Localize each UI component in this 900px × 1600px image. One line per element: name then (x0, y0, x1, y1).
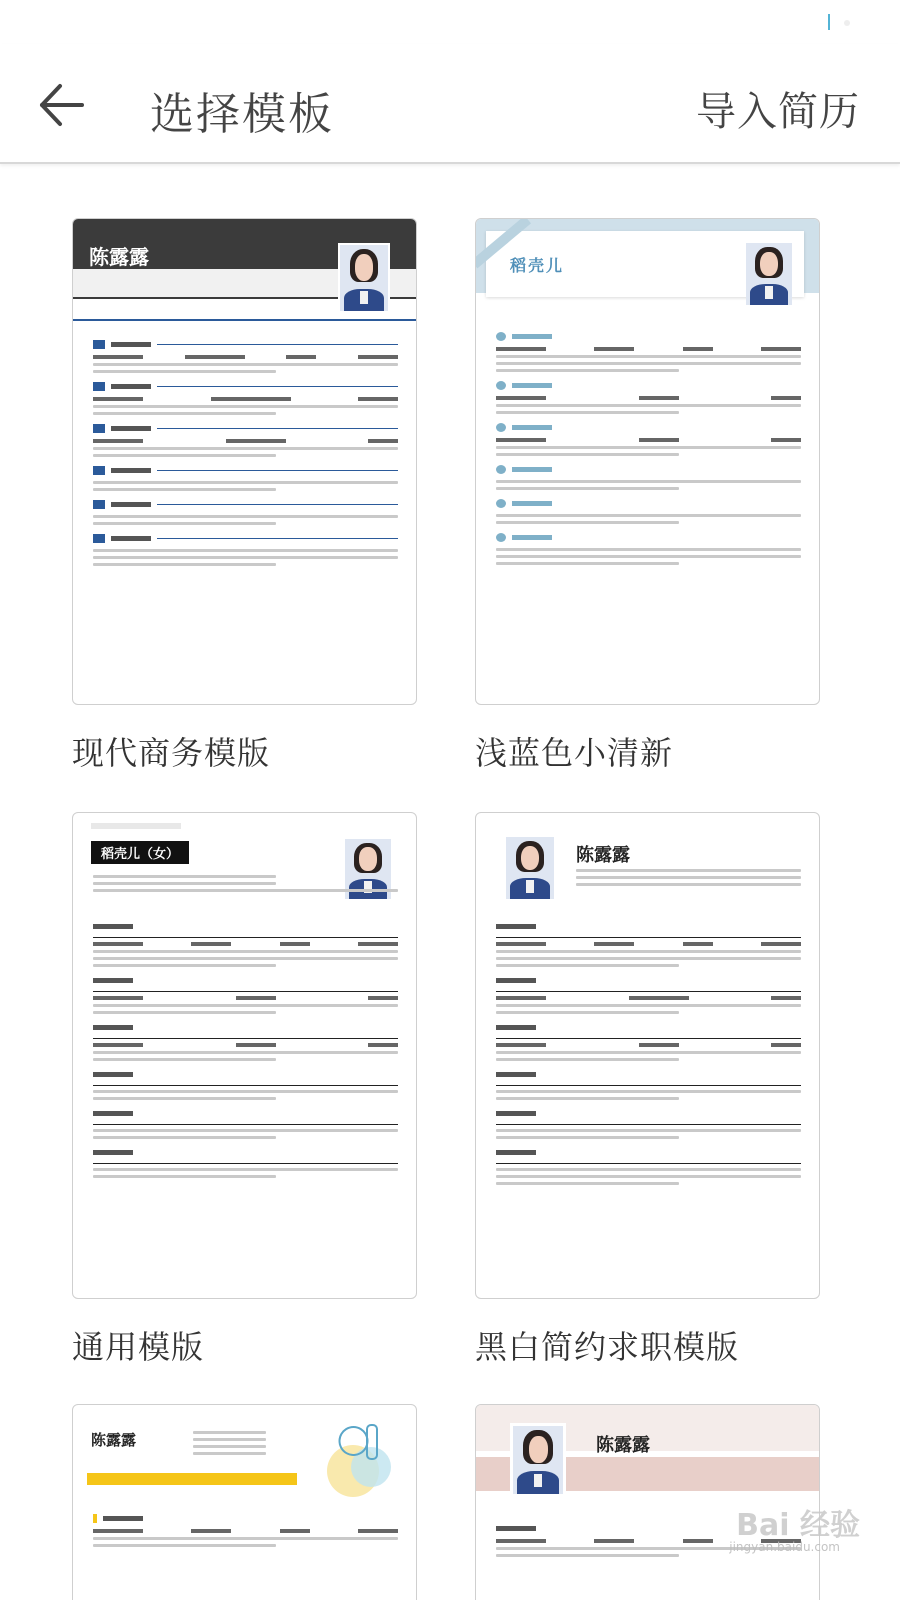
resume-name: 陈露露 (596, 1435, 650, 1456)
resume-name: 稻壳儿 (510, 256, 565, 275)
resume-body (93, 913, 398, 1182)
lightbulb-icon (313, 1419, 403, 1505)
resume-name: 稻壳儿（女） (91, 841, 189, 864)
resume-name: 陈露露 (89, 245, 149, 269)
template-label[interactable]: 浅蓝色小清新 (475, 734, 674, 772)
template-label[interactable]: 通用模版 (72, 1328, 205, 1366)
resume-photo (510, 1423, 566, 1497)
back-arrow-icon (36, 80, 88, 130)
resume-faint-heading (91, 823, 181, 829)
template-card-light-blue[interactable] (475, 218, 820, 705)
resume-photo (506, 837, 554, 899)
resume-yellow-bar (87, 1473, 297, 1485)
template-card-general[interactable] (72, 812, 417, 1299)
resume-body (93, 331, 398, 570)
resume-contact (93, 875, 398, 896)
template-card-black-white[interactable] (475, 812, 820, 1299)
app-bar (0, 44, 900, 164)
watermark-url: jingyan.baidu.com (729, 1540, 840, 1554)
resume-body (496, 323, 801, 569)
resume-contact (576, 869, 801, 890)
status-dot (844, 20, 850, 26)
resume-photo (338, 243, 390, 313)
resume-name: 陈露露 (91, 1431, 137, 1449)
template-label[interactable]: 现代商务模版 (72, 734, 271, 772)
back-button[interactable] (36, 80, 88, 130)
watermark: Bai 经验 (736, 1508, 860, 1543)
template-card-5[interactable] (72, 1404, 417, 1600)
page-title: 选择模板 (150, 89, 334, 140)
resume-body (93, 1505, 398, 1551)
import-resume-button[interactable]: 导入简历 (696, 89, 860, 135)
template-grid (0, 164, 900, 1600)
resume-body (496, 913, 801, 1189)
status-bar (0, 0, 900, 44)
template-label[interactable]: 黑白简约求职模版 (475, 1328, 740, 1366)
template-card-modern-business[interactable] (72, 218, 417, 705)
resume-name: 陈露露 (576, 845, 630, 866)
status-indicator (828, 14, 830, 30)
resume-contact (193, 1431, 266, 1459)
resume-photo (746, 243, 792, 305)
resume-divider (73, 319, 416, 321)
